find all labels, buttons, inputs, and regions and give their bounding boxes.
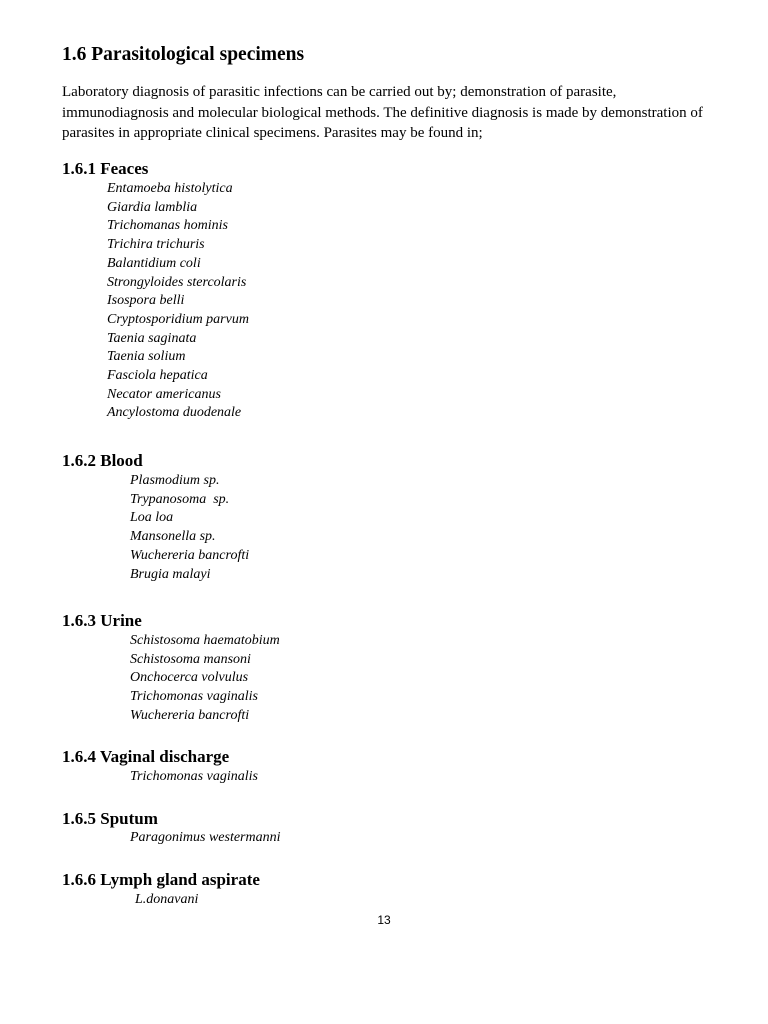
subsection-heading-lymph-gland-aspirate: 1.6.6 Lymph gland aspirate [62,870,260,889]
subsection-heading-sputum: 1.6.5 Sputum [62,809,158,828]
species-item: Ancylostoma duodenale [107,405,242,421]
species-item: Paragonimus westermanni [130,830,281,845]
species-item: Wuchereria bancrofti [130,707,250,723]
subsection-heading-vaginal-discharge: 1.6.4 Vaginal discharge [62,747,230,766]
species-item: Necator americanus [107,386,221,402]
vaginal-discharge-species-list [130,768,258,787]
species-item: Schistosoma mansoni [130,651,251,667]
species-item: Taenia saginata [107,330,197,346]
species-item: Trypanosoma sp. [130,491,230,507]
species-item: Cryptosporidium parvum [107,311,249,327]
species-item: Trichomanas hominis [107,218,228,234]
feaces-species-list [107,180,249,423]
species-item: Onchocerca volvulus [130,670,249,686]
species-item: Balantidium coli [107,255,201,271]
species-item: Mansonella sp. [130,529,216,545]
species-item: Plasmodium sp. [130,473,220,488]
urine-species-list [130,632,280,726]
species-item: Giardia lamblia [107,199,198,215]
species-item: Taenia solium [107,349,186,365]
species-item: Strongyloides stercolaris [107,274,247,290]
sputum-species-list [130,829,281,848]
species-item: Wuchereria bancrofti [130,547,250,563]
species-item: Brugia malayi [130,566,211,582]
lymph-gland-aspirate-species-list [135,891,198,910]
species-item: Trichomonas vaginalis [130,689,258,705]
species-item: Loa loa [130,510,174,526]
species-item: Isospora belli [107,293,185,309]
blood-species-list [130,472,249,584]
species-item: Schistosoma haematobium [130,633,280,648]
subsection-heading-feaces: 1.6.1 Feaces [62,159,149,178]
section-heading-parasitological-specimens: 1.6 Parasitological specimens [62,44,305,65]
intro-paragraph: Laboratory diagnosis of parasitic infections can be carried out by; demonstration of parasite, immunodiagnosis and molecular biological methods. The definitive diagnosis is made by demonstration of parasites in appropriate clinical specimens. Parasites may be found in; [62,84,703,141]
subsection-heading-blood: 1.6.2 Blood [62,451,143,470]
species-item: Fasciola hepatica [107,368,208,384]
species-item: Entamoeba histolytica [107,181,233,196]
species-item: Trichomonas vaginalis [130,769,258,784]
subsection-heading-urine: 1.6.3 Urine [62,611,142,630]
species-item: L.donavani [135,892,199,907]
species-item: Trichira trichuris [107,237,205,253]
page-number: 13 [377,913,391,927]
